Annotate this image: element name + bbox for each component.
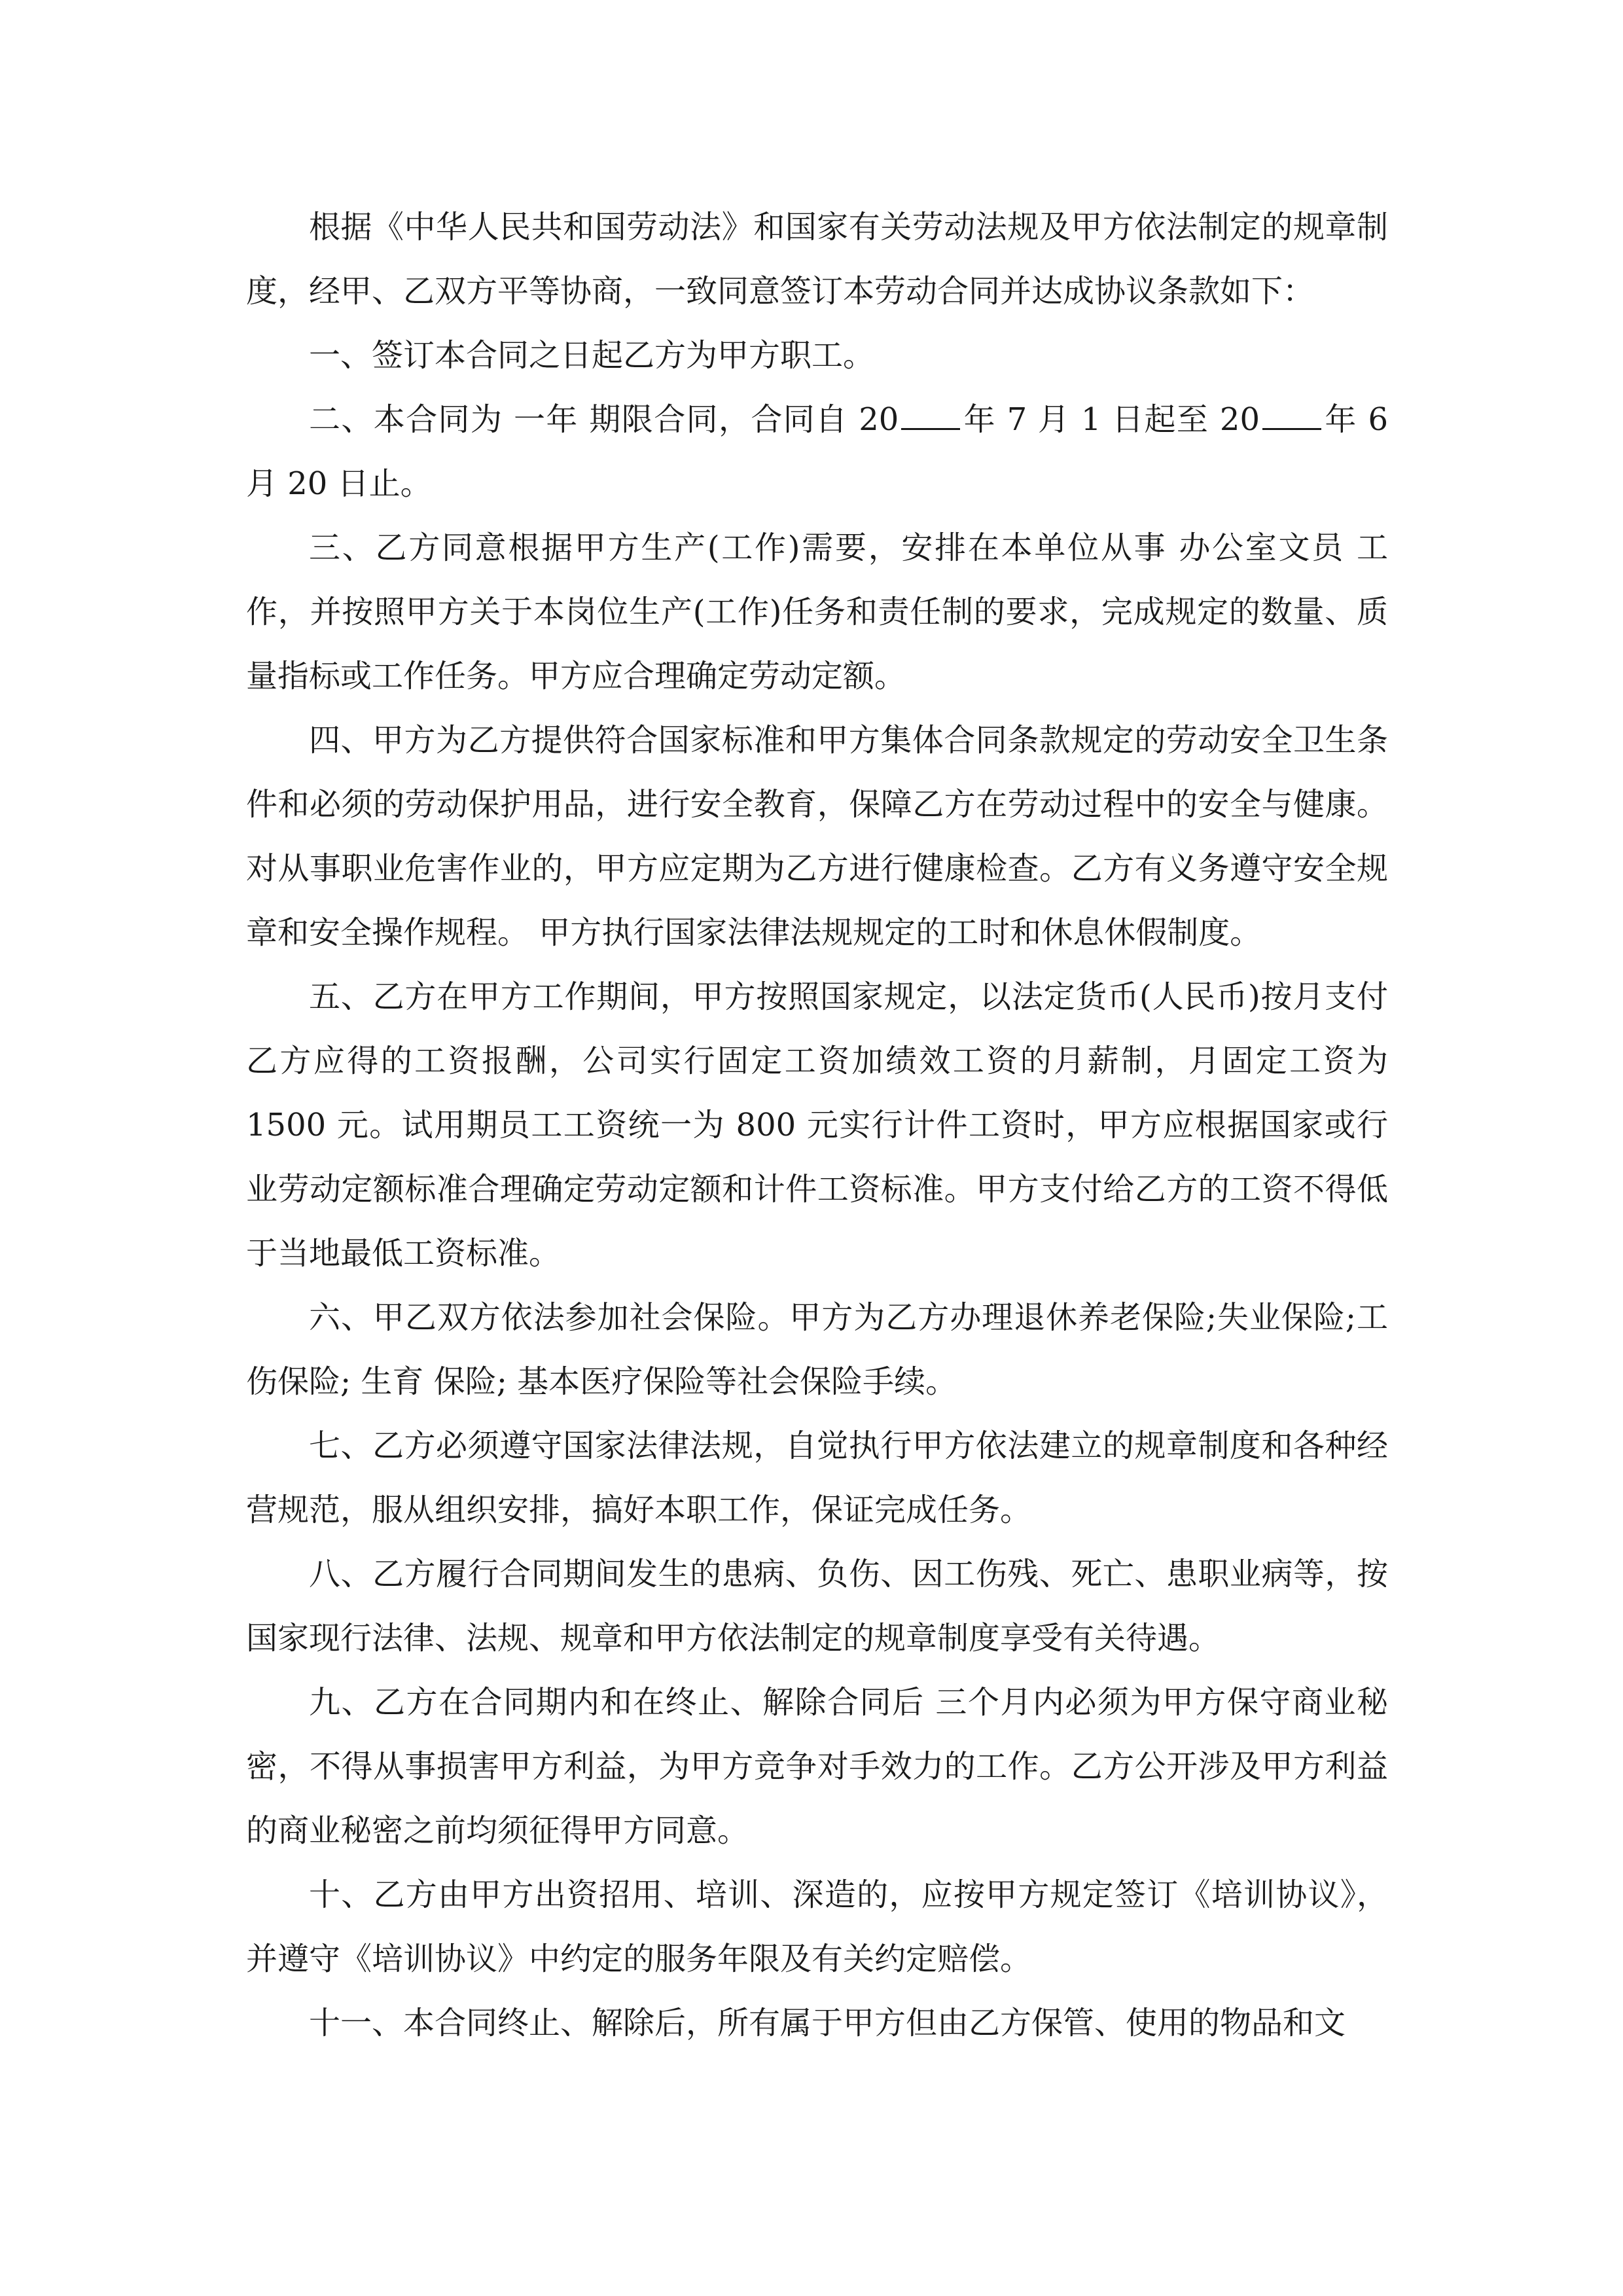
clause-2-text-part3: 年 6 月 20 日止。 — [246, 401, 1388, 502]
clause-1-paragraph: 一、签订本合同之日起乙方为甲方职工。 — [309, 337, 875, 374]
preamble-paragraph: 根据《中华人民共和国劳动法》和国家有关劳动法规及甲方依法制定的规章制度，经甲、乙双方平等协商，一致同意签订本劳动合同并达成协议条款如下： — [246, 209, 1388, 310]
clause-7-paragraph: 七、乙方必须遵守国家法律法规，自觉执行甲方依法建立的规章制度和各种经营规范，服从组织安排，搞好本职工作，保证完成任务。 — [246, 1427, 1388, 1528]
end-year-blank — [1262, 402, 1321, 430]
start-year-blank — [901, 402, 960, 430]
clause-3-paragraph: 三、乙方同意根据甲方生产(工作)需要，安排在本单位从事 办公室文员 工作，并按照甲方关于本岗位生产(工作)任务和责任制的要求，完成规定的数量、质量指标或工作任务。甲方应合理确定劳动定额。 — [246, 529, 1388, 694]
clause-8-paragraph: 八、乙方履行合同期间发生的患病、负伤、因工伤残、死亡、患职业病等，按国家现行法律、法规、规章和甲方依法制定的规章制度享受有关待遇。 — [246, 1556, 1388, 1657]
clause-2-paragraph — [246, 387, 1388, 516]
clause-2-text-part1: 二、本合同为 一年 期限合同，合同自 20 — [309, 401, 899, 438]
clause-10-paragraph: 十、乙方由甲方出资招用、培训、深造的，应按甲方规定签订《培训协议》，并遵守《培训协议》中约定的服务年限及有关约定赔偿。 — [246, 1876, 1388, 1977]
clause-4-paragraph: 四、甲方为乙方提供符合国家标准和甲方集体合同条款规定的劳动安全卫生条件和必须的劳动保护用品，进行安全教育，保障乙方在劳动过程中的安全与健康。对从事职业危害作业的，甲方应定期为乙方进行健康检查。乙方有义务遵守安全规章和安全操作规程。 甲方执行国家法律法规规定的工时和休息休假制度。 — [246, 722, 1388, 951]
clause-11-paragraph: 十一、本合同终止、解除后，所有属于甲方但由乙方保管、使用的物品和文 — [309, 2005, 1346, 2041]
contract-body — [246, 195, 1388, 2055]
clause-2-text-part2: 年 7 月 1 日起至 20 — [963, 401, 1260, 438]
clause-6-paragraph: 六、甲乙双方依法参加社会保险。甲方为乙方办理退休养老保险;失业保险;工伤保险; 生育 保险; 基本医疗保险等社会保险手续。 — [246, 1299, 1388, 1400]
clause-5-paragraph: 五、乙方在甲方工作期间，甲方按照国家规定，以法定货币(人民币)按月支付乙方应得的工资报酬，公司实行固定工资加绩效工资的月薪制，月固定工资为 1500 元。试用期员工工资统一为 800 元实行计件工资时，甲方应根据国家或行业劳动定额标准合理确定劳动定额和计件工资标准。甲方支付给乙方的工资不得低于当地最低工资标准。 — [246, 978, 1388, 1272]
clause-9-paragraph: 九、乙方在合同期内和在终止、解除合同后 三个月内必须为甲方保守商业秘密，不得从事损害甲方利益，为甲方竞争对手效力的工作。乙方公开涉及甲方利益的商业秘密之前均须征得甲方同意。 — [246, 1684, 1388, 1849]
